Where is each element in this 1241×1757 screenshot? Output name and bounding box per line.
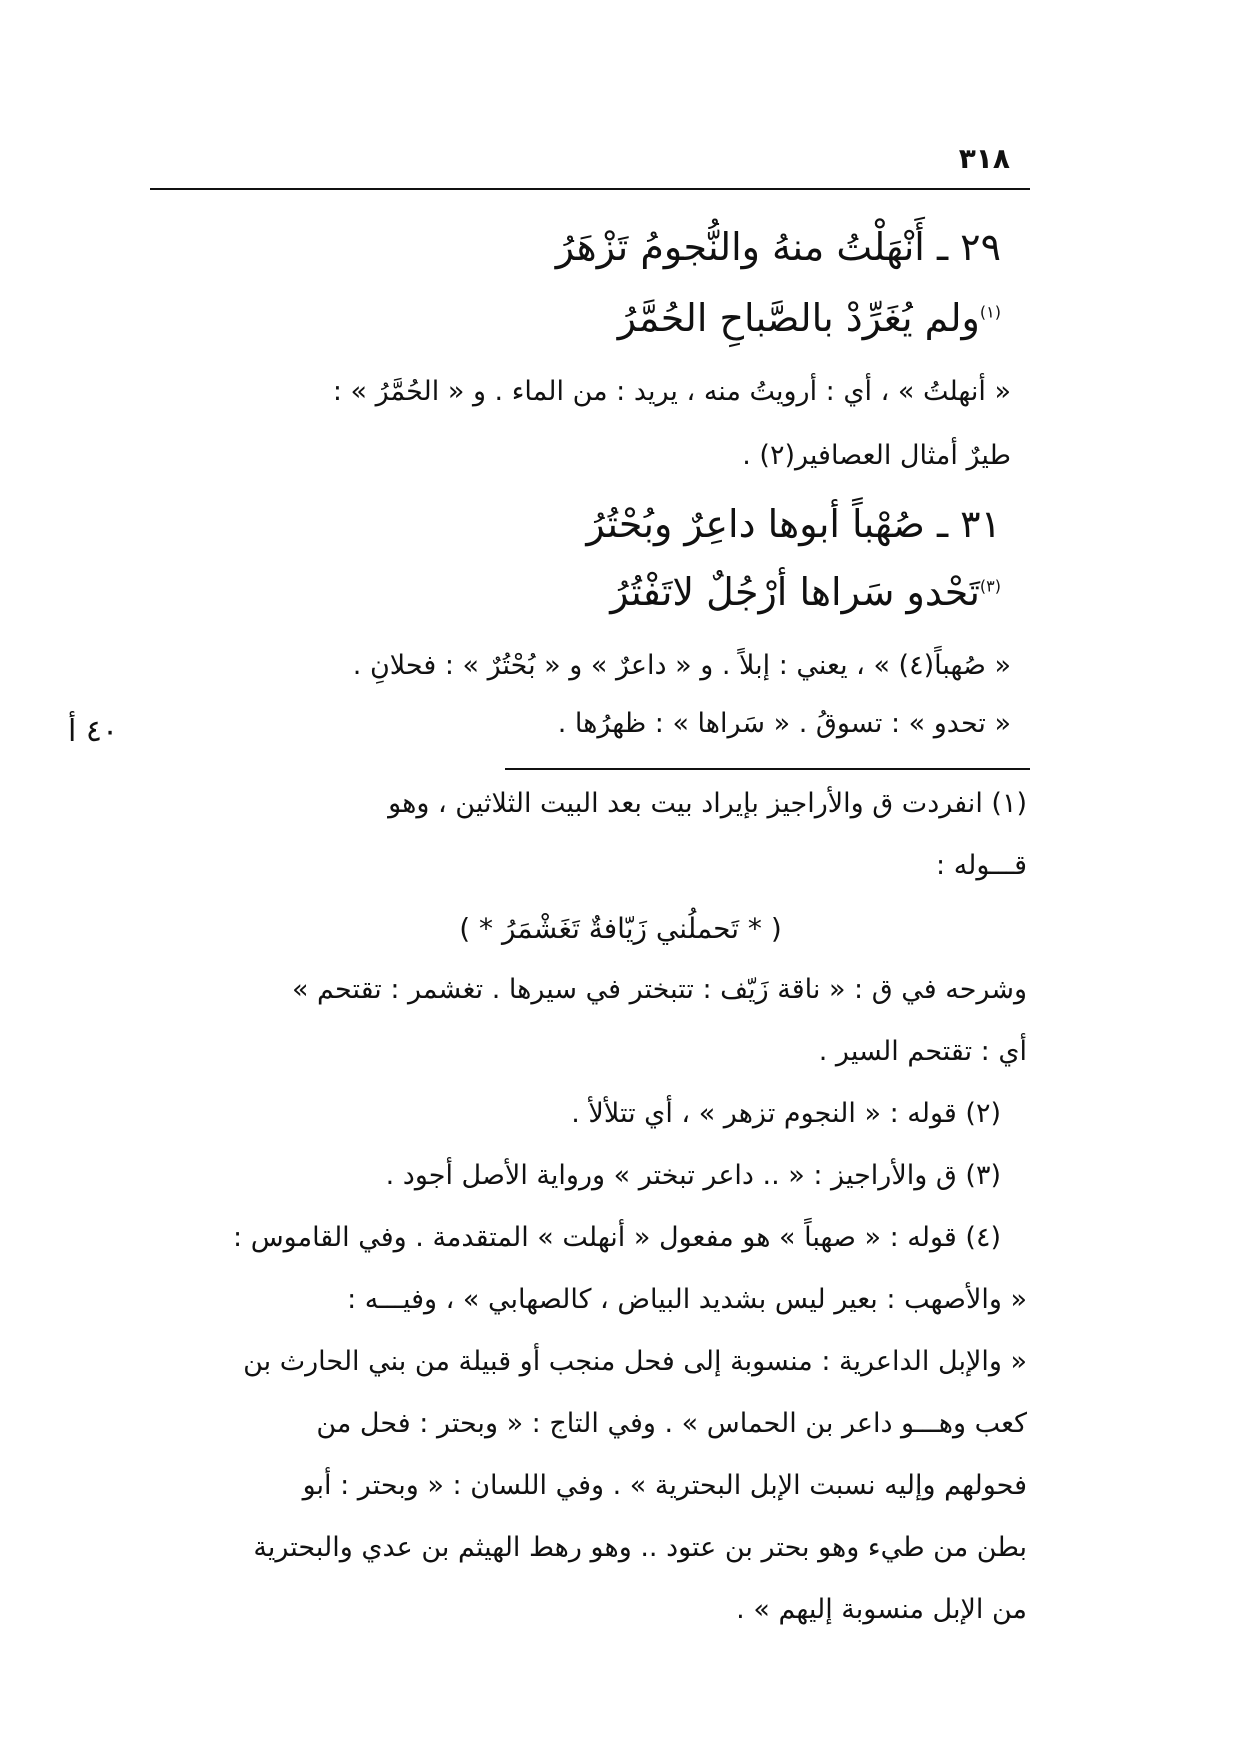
footnote-3: (٣) ق والأراجيز : « .. داعر تبختر » ورواية الأصل أجود .	[385, 1160, 1001, 1191]
footnote-4-line-3: « والإبل الداعرية : منسوبة إلى فحل منجب أو قبيلة من بني الحارث بن	[243, 1346, 1027, 1377]
verse-31-second-text: تَحْدو سَراها أرْجُلٌ لاتَفْتُرُ	[610, 570, 980, 614]
footnote-4-line-2: « والأصهب : بعير ليس بشديد البياض ، كالصهابي » ، وفيـــه :	[347, 1284, 1027, 1315]
footnote-1-line-4: وشرحه في ق : « ناقة زَيّف : تتبختر في سيرها . تغشمر : تقتحم »	[291, 974, 1027, 1005]
footnote-4-line-4: كعب وهـــو داعر بن الحماس » . وفي التاج : « وبحتر : فحل من	[316, 1408, 1027, 1439]
footnote-1-quoted-verse: ( * تَحملُني زَيّافةٌ تَغَشْمَرُ * )	[459, 912, 782, 945]
footnote-1-line-1: (١) انفردت ق والأراجيز بإيراد بيت بعد البيت الثلاثين ، وهو	[388, 788, 1027, 819]
footnote-ref-1: (١)	[979, 302, 1001, 322]
footnote-1-line-5: أي : تقتحم السير .	[818, 1036, 1027, 1067]
header-rule	[150, 188, 1030, 190]
footnote-4-line-7: من الإبل منسوبة إليهم » .	[736, 1594, 1027, 1625]
verse-29-second-hemistich	[618, 296, 1001, 340]
page-number: ٣١٨	[958, 142, 1010, 175]
footnote-2: (٢) قوله : « النجوم تزهر » ، أي تتلألأ .	[571, 1098, 1001, 1129]
commentary-line-3: « صُهباً(٤) » ، يعني : إبلاً . و « داعرٌ » و « بُحْتُرٌ » : فحلانِ .	[352, 650, 1011, 681]
footnote-4-line-1: (٤) قوله : « صهباً » هو مفعول « أنهلت » المتقدمة . وفي القاموس :	[233, 1222, 1001, 1253]
footnote-separator	[505, 768, 1030, 770]
verse-31-second-hemistich	[610, 570, 1001, 614]
verse-31-first-hemistich: ٣١ ـ صُهْباً أبوها داعِرٌ وبُحْتُرُ	[586, 502, 1001, 546]
margin-folio-note: ٤٠ أ	[68, 714, 119, 749]
footnote-4-line-5: فحولهم وإليه نسبت الإبل البحترية » . وفي اللسان : « وبحتر : أبو	[302, 1470, 1027, 1501]
verse-29-first-hemistich: ٢٩ ـ أَنْهَلْتُ منهُ والنُّجومُ تَزْهَرُ	[555, 225, 1001, 269]
commentary-line-4: « تحدو » : تسوقُ . « سَراها » : ظهرُها .	[557, 708, 1011, 739]
commentary-line-2: طيرٌ أمثال العصافير(٢) .	[742, 440, 1011, 471]
footnote-4-line-6: بطن من طيء وهو بحتر بن عتود .. وهو رهط الهيثم بن عدي والبحترية	[253, 1532, 1027, 1563]
footnote-ref-3: (٣)	[979, 576, 1001, 596]
footnote-1-line-2: قـــوله :	[936, 850, 1027, 881]
commentary-line-1: « أنهلتُ » ، أي : أرويتُ منه ، يريد : من الماء . و « الحُمَّرُ » :	[332, 376, 1011, 407]
verse-29-second-text: ولم يُغَرِّدْ بالصَّباحِ الحُمَّرُ	[617, 296, 980, 340]
